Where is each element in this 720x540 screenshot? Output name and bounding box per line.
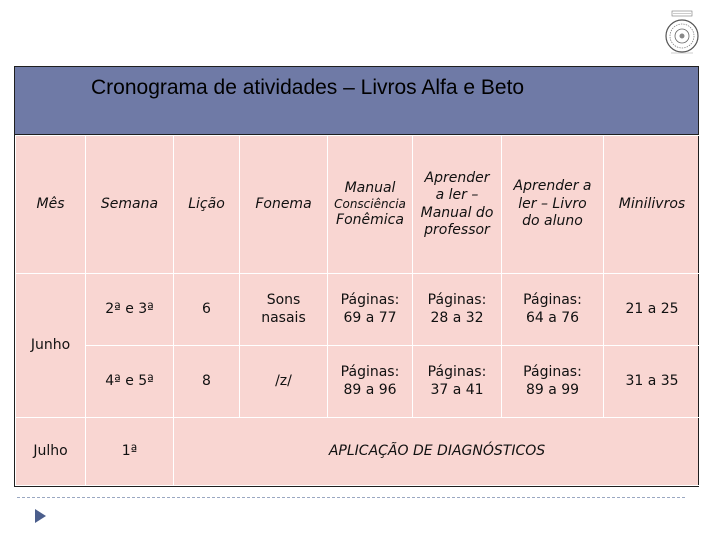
cell-fonema: Sons nasais: [240, 274, 328, 346]
cell-semana: 2ª e 3ª: [86, 274, 174, 346]
table-row: [16, 418, 701, 486]
cell-minilivros: 31 a 35: [604, 346, 701, 418]
cell-aluno: Páginas: 89 a 99: [502, 346, 604, 418]
cell-manual: Páginas: 69 a 77: [328, 274, 413, 346]
cell-fonema: /z/: [240, 346, 328, 418]
header-aprender-professor: Aprender a ler – Manual do professor: [413, 136, 502, 274]
cell-licao: 8: [174, 346, 240, 418]
header-aprender-aluno: Aprender a ler – Livro do aluno: [502, 136, 604, 274]
cell-manual: Páginas: 89 a 96: [328, 346, 413, 418]
cell-professor: Páginas: 37 a 41: [413, 346, 502, 418]
cell-licao: 6: [174, 274, 240, 346]
schedule-frame: [14, 66, 699, 487]
header-semana: Semana: [86, 136, 174, 274]
cell-aluno: Páginas: 64 a 76: [502, 274, 604, 346]
cell-mes-junho: Junho: [16, 274, 86, 418]
cell-minilivros: 21 a 25: [604, 274, 701, 346]
slide-divider: [17, 497, 685, 498]
bullet-arrow-icon: [35, 509, 46, 523]
header-mes: Mês: [16, 136, 86, 274]
table-row: [16, 346, 701, 418]
header-minilivros: Minilivros: [604, 136, 701, 274]
cell-semana: 1ª: [86, 418, 174, 486]
cell-professor: Páginas: 28 a 32: [413, 274, 502, 346]
page-title: Cronograma de atividades – Livros Alfa e Beto: [91, 76, 525, 99]
seal-logo-icon: [661, 10, 703, 56]
header-fonema: Fonema: [240, 136, 328, 274]
cell-diagnostico: APLICAÇÃO DE DIAGNÓSTICOS: [174, 418, 701, 486]
title-bar: [15, 67, 698, 135]
cell-mes-julho: Julho: [16, 418, 86, 486]
table-header-row: [16, 136, 701, 274]
header-licao: Lição: [174, 136, 240, 274]
header-manual: Manual Consciência Fonêmica: [328, 136, 413, 274]
schedule-table: [15, 135, 701, 486]
table-row: [16, 274, 701, 346]
cell-semana: 4ª e 5ª: [86, 346, 174, 418]
